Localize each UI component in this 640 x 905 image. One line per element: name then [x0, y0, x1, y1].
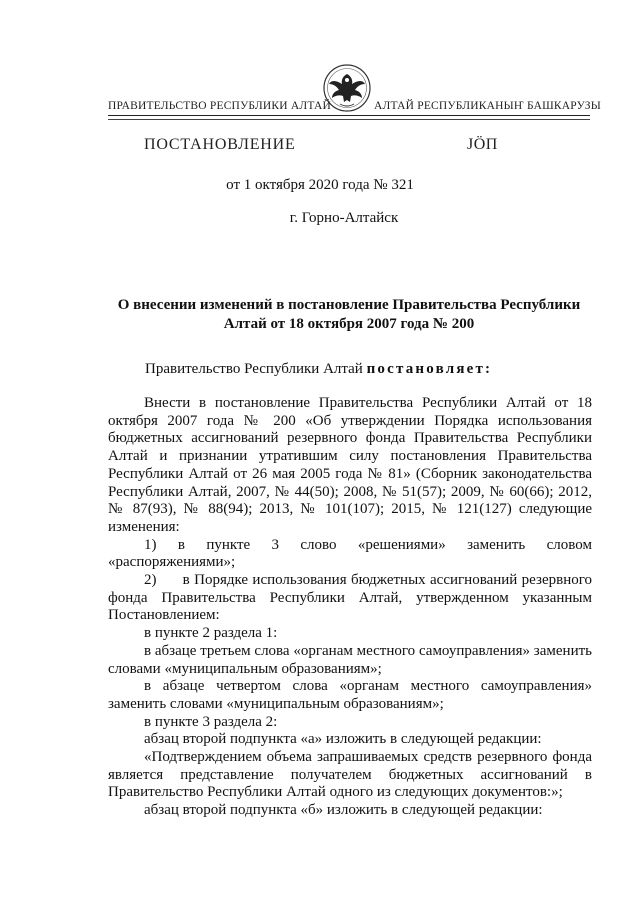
document-body	[108, 395, 592, 820]
paragraph-section-2: в пункте 3 раздела 2:	[144, 713, 278, 730]
date-number-line: от 1 октября 2020 года № 321	[226, 177, 414, 193]
header-divider	[108, 115, 590, 116]
item1-word: 1)	[144, 536, 157, 553]
item1-word: слово	[300, 536, 337, 553]
paragraph-subpoint-b: абзац второй подпункта «б» изложить в следующей редакции:	[144, 802, 543, 819]
preamble-verb: постановляет:	[366, 361, 493, 377]
paragraph-intro: Внести в постановление Правительства Республики Алтай от 18 октября 2007 года № 200 «Об утверждении Порядка использования бюджетных ассигнований резервного фонда Правительства Республики Алтай и признании утратившим силу постановления Правительства Республики Алтай от 26 мая 2005 года № 81» (Сборник законодательства Республики Алтай, 2007, № 44(50); 2008, № 51(57); 2009, № 60(66); 2012, № 87(93), № 88(94); 2013, № 101(107); 2015, № 121(127) следующие изменения:	[108, 395, 592, 535]
paragraph-abzac-3: в абзаце третьем слова «органам местного самоуправления» заменить словами «муниципальным образованиям»;	[108, 642, 592, 677]
document-title: О внесении изменений в постановление Правительства Республики Алтай от 18 октября 2007 года № 200	[117, 297, 581, 332]
doc-type-altai: ЈӦП	[467, 136, 498, 153]
paragraph-item-1-cont: «распоряжениями»;	[108, 554, 236, 571]
paragraph-item-1	[108, 537, 592, 555]
paragraph-item-2: 2) в Порядке использования бюджетных ассигнований резервного фонда Правительства Республики Алтай, утвержденном указанным Постановлением:	[108, 572, 592, 624]
header-divider-thin	[108, 119, 590, 120]
preamble	[145, 361, 492, 378]
item1-word: пункте	[206, 536, 251, 553]
item1-word: словом	[546, 536, 592, 553]
paragraph-quote: «Подтверждением объема запрашиваемых средств резервного фонда является представление получателем бюджетных ассигнований в Правительство Республики Алтай одного из следующих документов:»;	[108, 749, 592, 801]
paragraph-subpoint-a: абзац второй подпункта «а» изложить в следующей редакции:	[144, 731, 542, 748]
preamble-subject: Правительство Республики Алтай	[145, 361, 367, 377]
item1-word: 3	[271, 536, 280, 553]
item1-word: в	[177, 536, 185, 553]
item1-word: «решениями»	[357, 536, 446, 553]
paragraph-section-1: в пункте 2 раздела 1:	[144, 625, 278, 642]
header-right-title: АЛТАЙ РЕСПУБЛИКАНЫҤ БАШКАРУЗЫ	[374, 100, 601, 112]
city-line: г. Горно-Алтайск	[289, 210, 399, 226]
item1-word: заменить	[467, 536, 526, 553]
header-left-title: ПРАВИТЕЛЬСТВО РЕСПУБЛИКИ АЛТАЙ	[108, 100, 332, 112]
doc-type-russian: ПОСТАНОВЛЕНИЕ	[144, 136, 296, 153]
paragraph-abzac-4: в абзаце четвертом слова «органам местного самоуправления» заменить словами «муниципальным образованиям»;	[108, 678, 592, 712]
